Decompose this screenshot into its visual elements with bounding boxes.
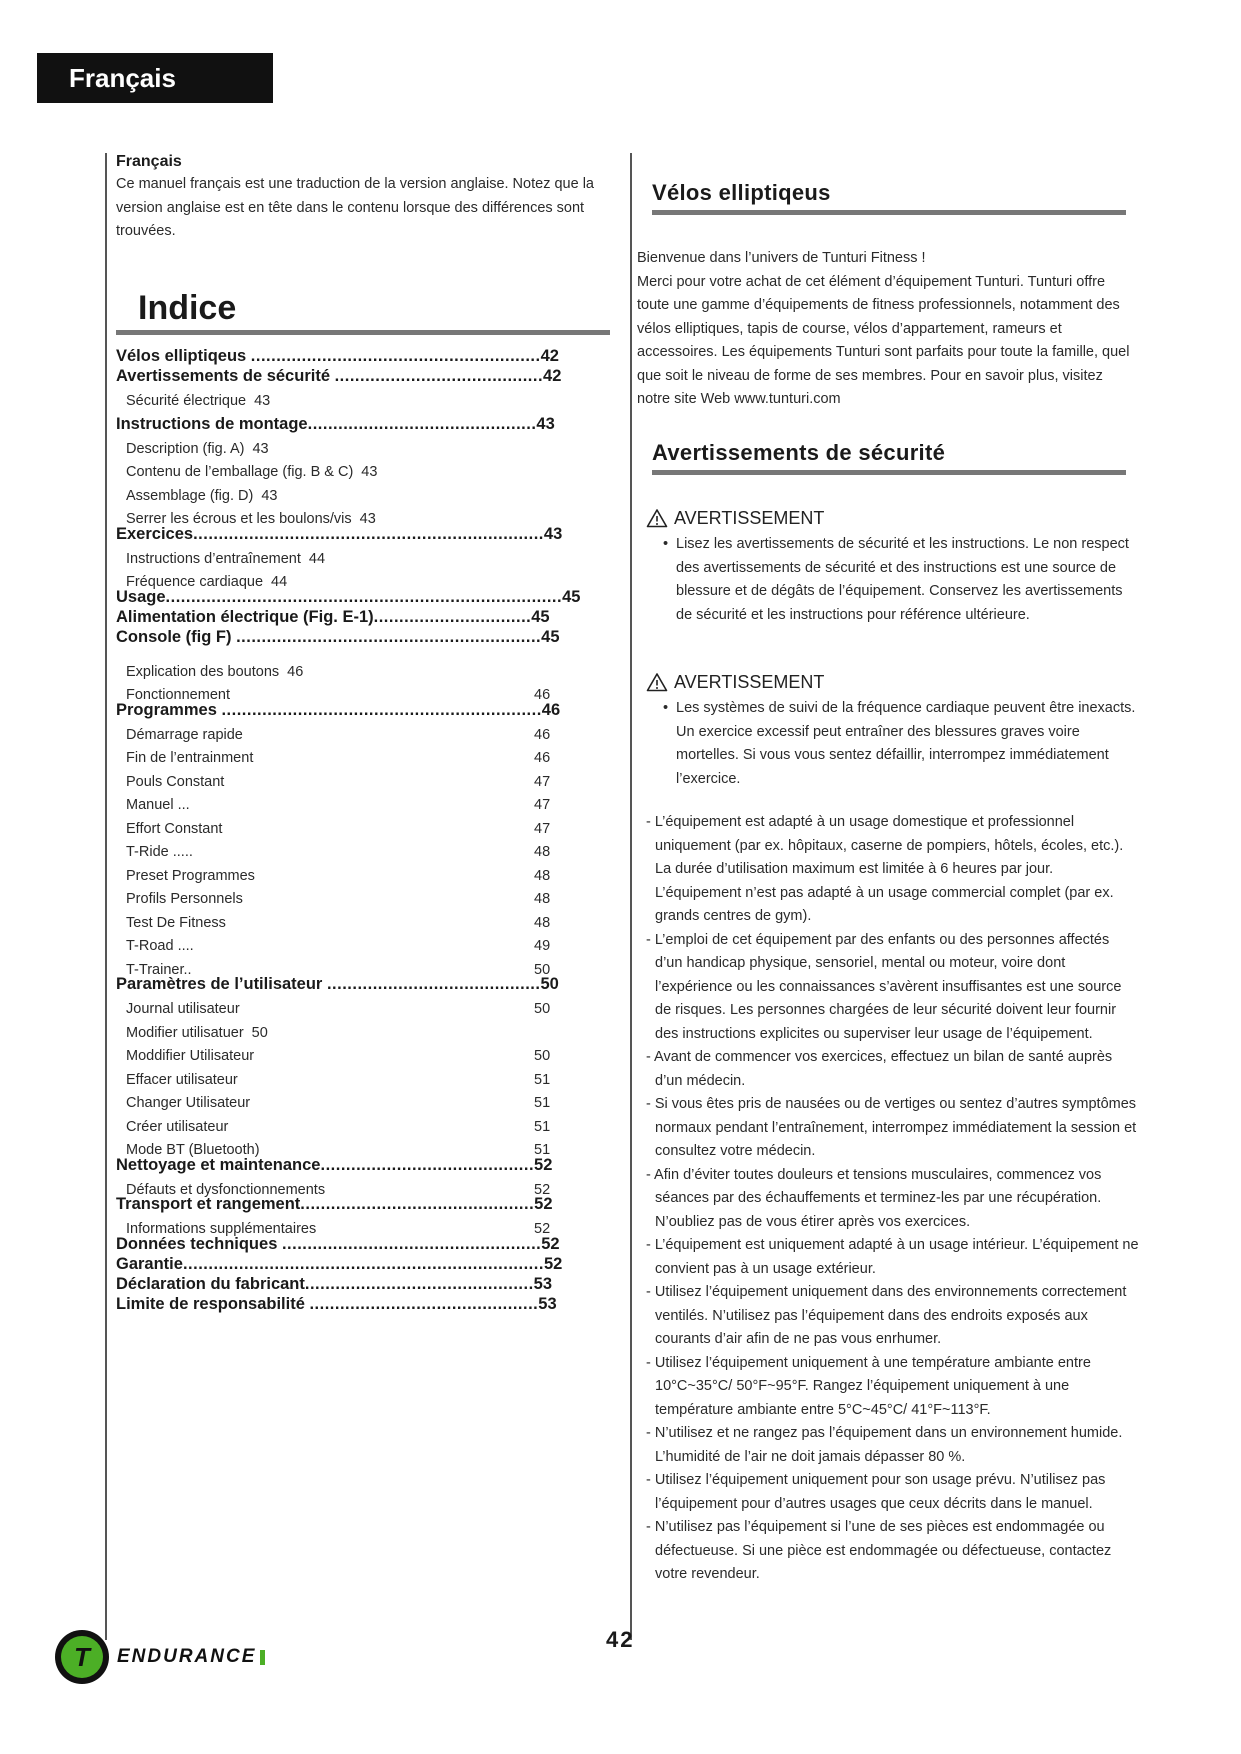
toc-subentry[interactable]: Instructions d’entraînement 44 (126, 550, 326, 567)
toc-subentry[interactable]: Description (fig. A) 43 (126, 440, 269, 457)
section-rule (652, 210, 1126, 215)
toc-subentry[interactable]: T-Road .... 49 (126, 938, 551, 954)
brand-name: ENDURANCE (117, 1646, 257, 1667)
safety-rule: - N’utilisez pas l’équipement si l’une de ses pièces est endommagée ou défectueuse. Si une pièce est endommagée ou défectueuse, contactez votre revendeur. (646, 1519, 1112, 1582)
toc-entry[interactable]: Transport et rangement..............................................52 (116, 1195, 553, 1213)
toc-subentry[interactable]: Preset Programmes 48 (126, 867, 551, 884)
toc-title: Indice (138, 289, 237, 327)
toc-subentry[interactable]: T-Trainer.. 50 (126, 961, 551, 978)
toc-subentry[interactable]: Assemblage (fig. D) 43 (126, 487, 278, 504)
brand-accent-bar (260, 1650, 265, 1665)
safety-rule: - L’emploi de cet équipement par des enfants ou des personnes affectés d’un handicap physique, sensoriel, mental ou moteur, voire dont l’expérience ou les connaissances s’avèrent insuffisantes est une source de risques. Les personnes chargées de leur sécurité doivent leur fournir des instructions explicites ou superviser leur usage de l’équipement. (646, 931, 1122, 1042)
warning-text: • Les systèmes de suivi de la fréquence cardiaque peuvent être inexacts. Un exercice excessif peut entraîner des blessures graves voire mortelles. Si vous vous sentez défaillir, interrompez immédiatement l’exercice. (663, 700, 1136, 787)
toc-subentry[interactable]: Pouls Constant 47 (126, 773, 551, 790)
warning-triangle-icon (646, 672, 668, 692)
toc-entry[interactable]: Garantie.......................................................................52 (116, 1254, 563, 1273)
safety-rule: - Utilisez l’équipement uniquement pour son usage prévu. N’utilisez pas l’équipement pour d’autres usages que ceux décrits dans le manuel. (646, 1472, 1106, 1512)
warning-triangle-icon (646, 508, 668, 528)
language-tab: Français (37, 53, 273, 103)
page-number: 42 (606, 1627, 635, 1652)
toc-subentry[interactable]: Créer utilisateur 51 (126, 1118, 551, 1135)
toc-entry[interactable]: Données techniques ...................................................52 (116, 1234, 560, 1253)
toc-subentry[interactable]: Moddifier Utilisateur 50 (126, 1048, 551, 1064)
safety-rule: - Avant de commencer vos exercices, effectuez un bilan de santé auprès d’un médecin. (646, 1049, 1113, 1089)
safety-rule: - Si vous êtes pris de nausées ou de vertiges ou sentez d’autres symptômes normaux pendant l’entraînement, interrompez immédiatement la session et consultez votre médecin. (646, 1096, 1137, 1159)
column-divider (630, 153, 632, 1640)
toc-entry[interactable]: Nettoyage et maintenance..........................................52 (116, 1155, 553, 1174)
toc-entry[interactable]: Console (fig F) ............................................................45 (116, 627, 560, 646)
toc-entry[interactable]: Avertissements de sécurité .........................................42 (116, 367, 562, 385)
intro-text: Ce manuel français est une traduction de la version anglaise. Notez que la version anglaise est en tête dans le contenu lorsque des différences sont trouvées. (116, 176, 594, 239)
toc-subentry[interactable]: Changer Utilisateur 51 (126, 1095, 551, 1111)
welcome-text (637, 247, 1137, 412)
toc-subentry[interactable]: Défauts et dysfonctionnements 52 (126, 1181, 551, 1198)
toc-subentry[interactable]: Profils Personnels 48 (126, 891, 551, 907)
toc-entry[interactable]: Exercices.....................................................................43 (116, 524, 563, 543)
toc-subentry[interactable]: Effacer utilisateur 51 (126, 1071, 551, 1088)
svg-text:T: T (74, 1642, 90, 1672)
toc-subentry[interactable]: Fonctionnement 46 (126, 687, 551, 703)
toc-entry[interactable]: Paramètres de l’utilisateur ..........................................50 (116, 975, 559, 993)
toc-subentry[interactable]: Fin de l’entrainment 46 (126, 750, 551, 766)
endurance-logo (53, 1628, 265, 1686)
toc-entry[interactable]: Déclaration du fabricant.............................................53 (116, 1274, 553, 1293)
safety-rules-list (646, 811, 1140, 1587)
toc-subentry[interactable]: Explication des boutons 46 (126, 663, 304, 680)
safety-rule: - L’équipement est uniquement adapté à un usage intérieur. L’équipement ne convient pas à un usage extérieur. (646, 1237, 1139, 1277)
toc-subentry[interactable]: Informations supplémentaires 52 (126, 1221, 551, 1237)
safety-rule: - Utilisez l’équipement uniquement dans des environnements correctement ventilés. N’utilisez pas l’équipement dans des endroits exposés aux courants d’air afin de ne pas vous enrhumer. (646, 1284, 1127, 1347)
toc-subentry[interactable]: Manuel ... 47 (126, 797, 551, 813)
tunturi-t-logo-icon (53, 1628, 111, 1686)
toc-subentry[interactable]: Mode BT (Bluetooth) 51 (126, 1142, 551, 1158)
toc-subentry[interactable]: Contenu de l’emballage (fig. B & C) 43 (126, 464, 378, 480)
warning-block (646, 669, 1136, 791)
toc-entry[interactable]: Programmes ...............................................................46 (116, 700, 561, 719)
welcome-line: Bienvenue dans l’univers de Tunturi Fitness ! (637, 250, 926, 266)
warning-heading: AVERTISSEMENT (646, 505, 1136, 531)
toc-subentry[interactable]: Démarrage rapide 46 (126, 726, 551, 743)
safety-rule: - L’équipement est adapté à un usage domestique et professionnel uniquement (par ex. hôpitaux, caserne de pompiers, hôtels, écoles, etc.). La durée d’utilisation maximum est limitée à 6 heures par jour. L’équipement n’est pas adapté à un usage commercial complet (par ex. grands centres de gym). (646, 814, 1124, 924)
toc-subentry[interactable]: T-Ride ..... 48 (126, 844, 551, 860)
table-of-contents (116, 346, 606, 1314)
toc-entry[interactable]: Limite de responsabilité .............................................53 (116, 1294, 557, 1313)
toc-subentry[interactable]: Serrer les écrous et les boulons/vis 43 (126, 511, 376, 527)
toc-entry[interactable]: Usage..............................................................................45 (116, 587, 581, 606)
toc-subentry[interactable]: Effort Constant 47 (126, 820, 551, 837)
safety-rule: - Utilisez l’équipement uniquement à une température ambiante entre 10°C~35°C/ 50°F~95°F. Rangez l’équipement uniquement à une température ambiante entre 5°C~45°C/ 41°F~113°F. (646, 1354, 1091, 1418)
toc-subentry[interactable]: Modifier utilisatuer 50 (126, 1024, 268, 1041)
section-title-safety: Avertissements de sécurité (652, 440, 946, 465)
toc-title-rule (116, 330, 610, 335)
toc-subentry[interactable]: Test De Fitness 48 (126, 914, 551, 931)
toc-subentry[interactable]: Journal utilisateur 50 (126, 1001, 551, 1017)
toc-entry[interactable]: Alimentation électrique (Fig. E-1)...............................45 (116, 607, 550, 626)
toc-entry[interactable]: Vélos elliptiqeus .........................................................42 (116, 347, 559, 365)
toc-subentry[interactable]: Fréquence cardiaque 44 (126, 574, 288, 590)
section-rule (652, 470, 1126, 475)
toc-subentry[interactable]: Sécurité électrique 43 (126, 393, 271, 409)
safety-rule: - N’utilisez et ne rangez pas l’équipement dans un environnement humide. L’humidité de l’air ne doit jamais dépasser 80 %. (646, 1425, 1123, 1465)
warning-text: • Lisez les avertissements de sécurité et les instructions. Le non respect des avertissements de sécurité et des instructions est une source de blessure et de dégâts de l’équipement. Conservez les avertissements de sécurité et les instructions pour référence ultérieure. (663, 536, 1129, 623)
section-title-elliptical: Vélos elliptiqeus (652, 180, 831, 205)
intro-title: Français (116, 153, 182, 170)
warning-heading: AVERTISSEMENT (646, 669, 1136, 695)
warning-block (646, 505, 1136, 627)
intro-block (116, 153, 606, 244)
toc-entry[interactable]: Instructions de montage.............................................43 (116, 414, 555, 433)
welcome-paragraph: Merci pour votre achat de cet élément d’équipement Tunturi. Tunturi offre toute une gamme d’équipements de fitness professionnels, notamment des vélos elliptiques, tapis de course, vélos d’appartement, rameurs et accessoires. Les équipements Tunturi sont parfaits pour toute la famille, quel que soit le niveau de forme de ses membres. Pour en savoir plus, visitez notre site Web www.tunturi.com (637, 273, 1130, 407)
safety-rule: - Afin d’éviter toutes douleurs et tensions musculaires, commencez vos séances par des échauffements et terminez-les par une récupération. N’oubliez pas de vous étirer après vos exercices. (646, 1166, 1102, 1230)
left-margin-line (105, 153, 107, 1640)
